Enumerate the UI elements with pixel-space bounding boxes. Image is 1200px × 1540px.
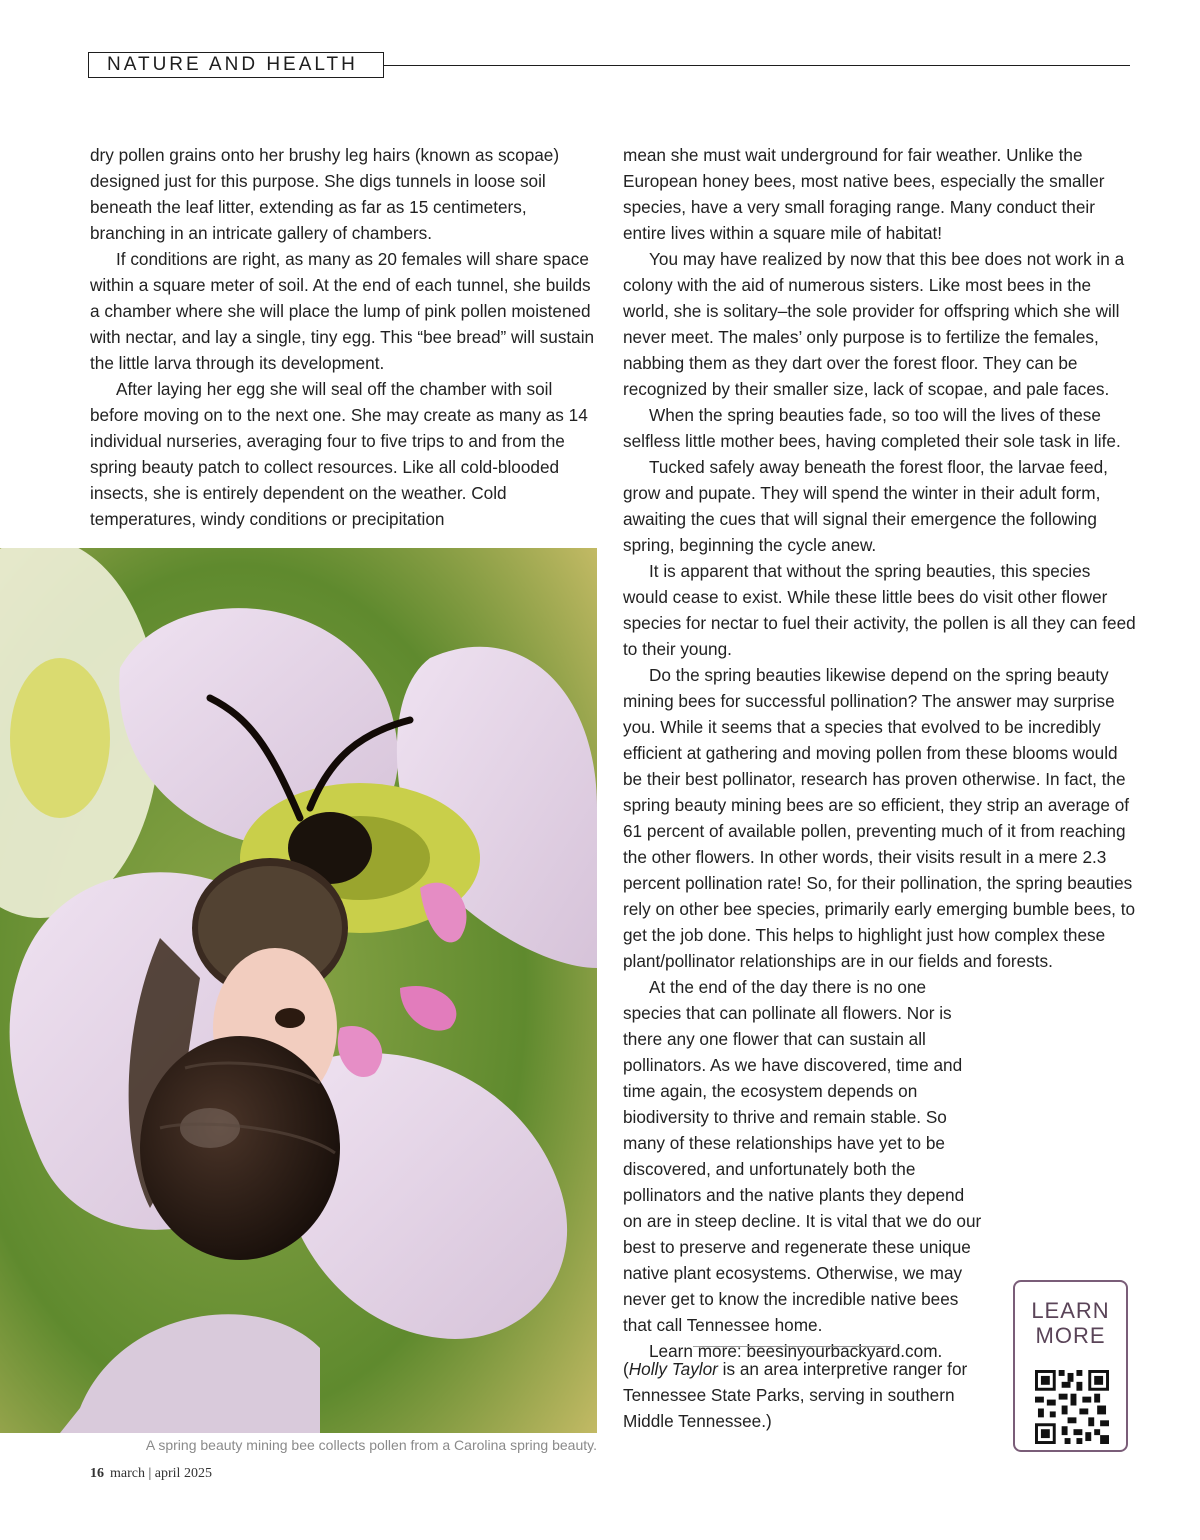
paragraph: Do the spring beauties likewise depend on the spring beauty mining bees for successful pollination? The answer may surprise you. While it seems that a species that evolved to be incredibly efficient at gathering and moving pollen from these blooms would be their best pollinator, research has proven otherwise. In fact, the spring beauty mining bees are so efficient, they strip an average of 61 percent of available pollen, preventing much of it from reaching the other flowers. In other words, their visits result in a mere 2.3 percent pollination rate! So, for their pollination, the spring beauties rely on other bee species, primarily early emerging bumble bees, to get the job done. This helps to highlight just how complex these plant/pollinator relationships are in our fields and forests.	[623, 665, 1136, 971]
paragraph: If conditions are right, as many as 20 females will share space within a square meter of soil. At the end of each tunnel, she builds a chamber where she will place the lump of pink pollen moistened with nectar, and lay a single, tiny egg. This “bee bread” will sustain the little larva through its development.	[90, 249, 595, 373]
learn-more-line: Learn more: beesinyourbackyard.com.	[649, 1341, 943, 1361]
paragraph: When the spring beauties fade, so too will the lives of these selfless little mother bees, having completed their sole task in life.	[623, 405, 1121, 451]
paragraph: At the end of the day there is no one species that can pollinate all flowers. Nor is there any one flower that can sustain all pollinators. As we have discovered, time and time again, the ecosystem depends on biodiversity to thrive and remain stable. So many of these relationships have yet to be discovered, and unfortunately both the pollinators and the native plants they depend on are in steep decline. It is vital that we do our best to preserve and regenerate these unique native plant ecosystems. Otherwise, we may never get to know the incredible native bees that call Tennessee home.	[623, 977, 982, 1335]
learn-label-line1: LEARN	[1031, 1298, 1110, 1323]
paragraph: dry pollen grains onto her brushy leg hairs (known as scopae) designed just for this purpose. She digs tunnels in loose soil beneath the leaf litter, extending as far as 15 centimeters, branching in an intricate gallery of chambers.	[90, 145, 560, 243]
issue-date: march | april 2025	[110, 1466, 212, 1481]
paragraph: You may have realized by now that this bee does not work in a colony with the aid of numerous sisters. Like most bees in the world, she is solitary–the sole provider for offspring which she will never meet. The males’ only purpose is to fertilize the females, nabbing them as they dart over the forest floor. They can be recognized by their smaller size, lack of scopae, and pale faces.	[623, 249, 1125, 399]
learn-more-label	[1015, 1298, 1126, 1348]
author-name: Holly Taylor	[628, 1359, 718, 1379]
author-bio	[623, 1356, 1003, 1434]
bee-on-flower-illustration	[0, 548, 597, 1433]
paragraph: After laying her egg she will seal off the chamber with soil before moving on to the next one. She may create as many as 14 individual nurseries, averaging four to five trips to and from the spring beauty patch to collect resources. Like all cold-blooded insects, she is entirely dependent on the weather. Cold temperatures, windy conditions or precipitation	[90, 379, 588, 529]
paragraph: Tucked safely away beneath the forest floor, the larvae feed, grow and pupate. They will spend the winter in their adult form, awaiting the cues that will signal their emergence the following spring, beginning the cycle anew.	[623, 457, 1108, 555]
page-folio	[90, 1466, 212, 1482]
learn-label-line2: MORE	[1035, 1323, 1106, 1348]
page-header	[88, 52, 1130, 80]
bee-photo	[0, 548, 597, 1433]
left-column	[90, 142, 600, 532]
learn-more-box[interactable]	[1013, 1280, 1128, 1452]
paragraph: mean she must wait underground for fair weather. Unlike the European honey bees, most native bees, especially the smaller species, have a very small foraging range. Many conduct their entire lives within a square mile of habitat!	[623, 145, 1105, 243]
bio-open: (	[623, 1359, 629, 1379]
header-rule	[384, 65, 1130, 66]
bio-text: is an area interpretive ranger for Tennessee State Parks, serving in southern Middle Tennessee.)	[623, 1359, 968, 1431]
end-rule	[693, 1346, 891, 1347]
qr-code-icon[interactable]	[1035, 1370, 1109, 1444]
paragraph: It is apparent that without the spring beauties, this species would cease to exist. While these little bees do visit other flower species for nectar to fuel their activity, the pollen is all they can feed to their young.	[623, 561, 1136, 659]
photo-caption: A spring beauty mining bee collects pollen from a Carolina spring beauty.	[145, 1437, 597, 1453]
section-label: NATURE AND HEALTH	[88, 52, 384, 78]
page-number: 16	[90, 1466, 104, 1481]
right-column	[623, 142, 1138, 1364]
